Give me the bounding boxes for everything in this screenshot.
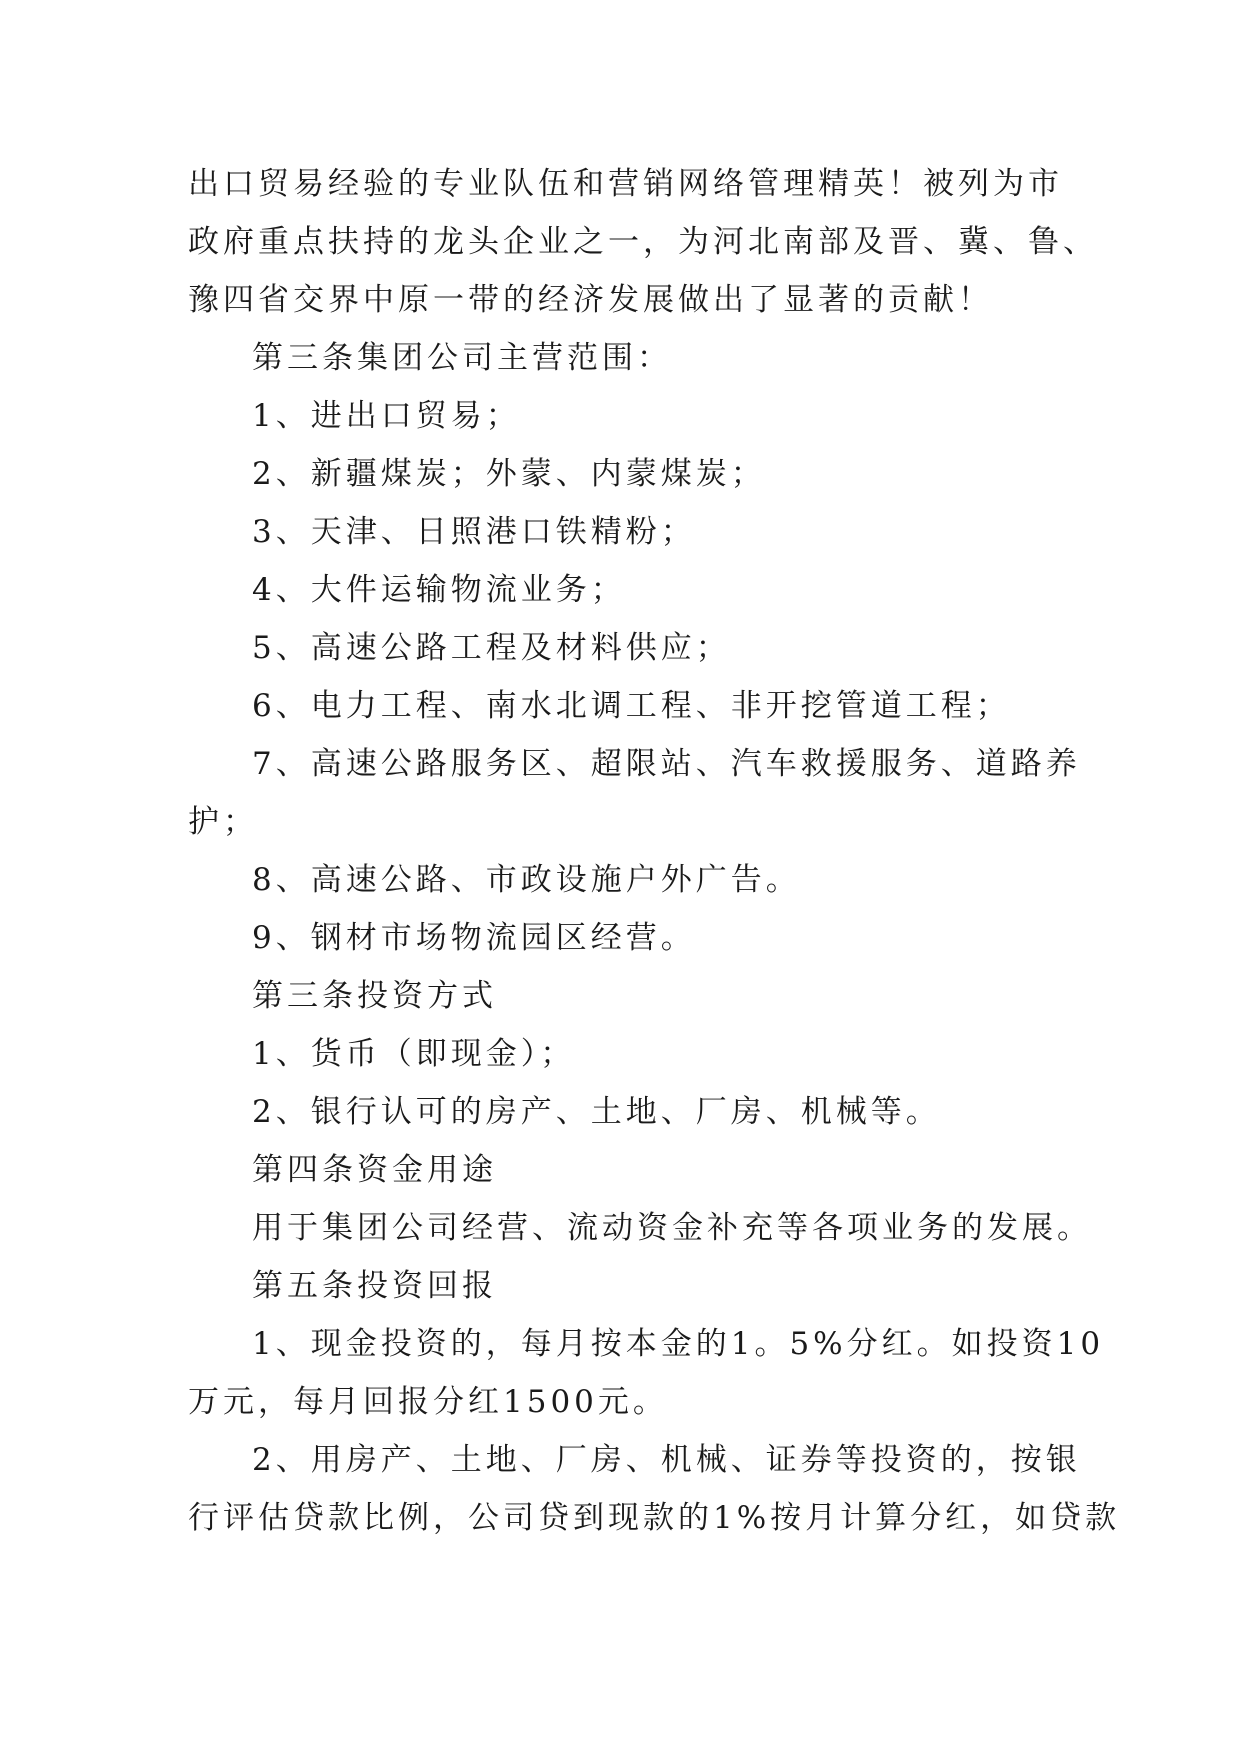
list-item-continuation: 万元，每月回报分红1500元。: [188, 1384, 668, 1420]
list-item: 5、高速公路工程及材料供应；: [252, 630, 731, 666]
list-item: 3、天津、日照港口铁精粉；: [252, 514, 696, 550]
list-item: 9、钢材市场物流园区经营。: [252, 920, 696, 956]
list-item: 8、高速公路、市政设施户外广告。: [252, 862, 801, 898]
list-item: 1、货币（即现金）；: [252, 1036, 576, 1072]
list-item: 4、大件运输物流业务；: [252, 572, 626, 608]
list-item: 2、用房产、土地、厂房、机械、证券等投资的，按银: [252, 1442, 1081, 1478]
list-item-continuation: 行评估贷款比例，公司贷到现款的1%按月计算分红，如贷款: [188, 1500, 1121, 1536]
list-item: 1、进出口贸易；: [252, 398, 521, 434]
list-item: 7、高速公路服务区、超限站、汽车救援服务、道路养: [252, 746, 1081, 782]
list-item: 2、新疆煤炭；外蒙、内蒙煤炭；: [252, 456, 766, 492]
paragraph-line: 出口贸易经验的专业队伍和营销网络管理精英！被列为市: [188, 166, 1063, 202]
section-heading-investment-method: 第三条投资方式: [252, 978, 497, 1014]
section-heading-scope: 第三条集团公司主营范围：: [252, 340, 672, 376]
paragraph-line: 政府重点扶持的龙头企业之一，为河北南部及晋、冀、鲁、: [188, 224, 1098, 260]
section-heading-investment-return: 第五条投资回报: [252, 1268, 497, 1304]
list-item: 1、现金投资的，每月按本金的1。5%分红。如投资10: [252, 1326, 1105, 1362]
list-item-continuation: 护；: [188, 804, 258, 840]
paragraph-line: 豫四省交界中原一带的经济发展做出了显著的贡献！: [188, 282, 993, 318]
paragraph-line: 用于集团公司经营、流动资金补充等各项业务的发展。: [252, 1210, 1092, 1246]
list-item: 2、银行认可的房产、土地、厂房、机械等。: [252, 1094, 941, 1130]
list-item: 6、电力工程、南水北调工程、非开挖管道工程；: [252, 688, 1011, 724]
section-heading-fund-use: 第四条资金用途: [252, 1152, 497, 1188]
